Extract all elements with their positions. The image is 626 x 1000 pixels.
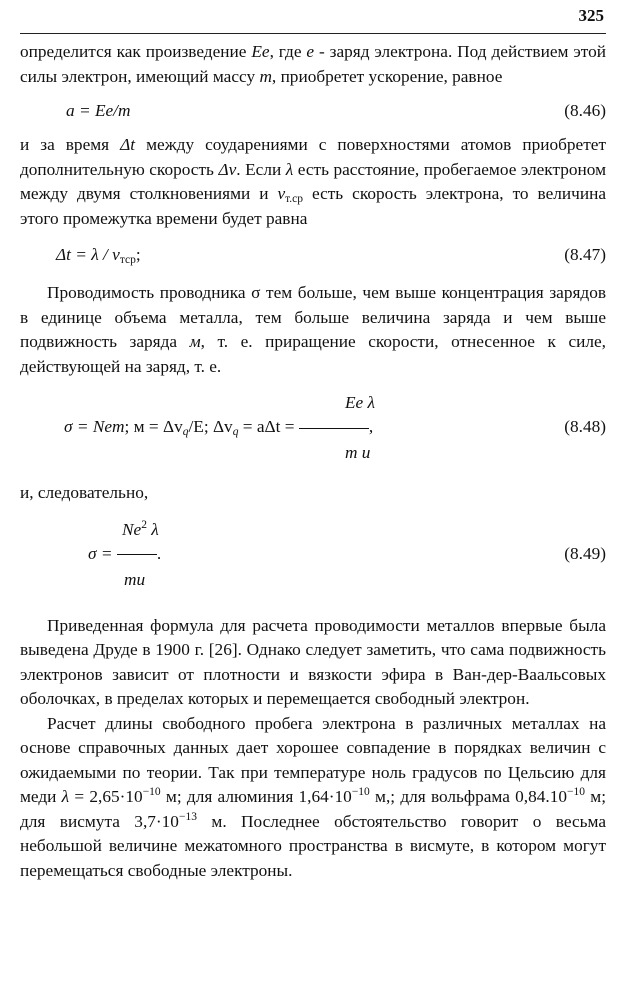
equation-8-47-number: (8.47)	[564, 245, 606, 264]
equation-8-49-number: (8.49)	[564, 543, 606, 563]
equation-8-46-number: (8.46)	[564, 101, 606, 120]
equation-8-46	[20, 99, 606, 123]
paragraph-6: Расчет длины свободного пробега электрона в различных металлах на основе справочных данных дает хорошее совпадение в порядках величин с ожидаемыми по теории. Так при температуре ноль градусов по Цельсию для меди $\lambda = 2,65\cdot 10^{-10}$ м; для алюминия $1,64\cdot 10^{-10}$ м,; для вольфрама $0,84.10^{-10}$ м; для висмута $3,7\cdot 10^{-13}$ м. Последнее обстоятельство говорит о весьма небольшой величине межатомного пространства в висмуте, в котором могут перемещаться свободные электроны.	[20, 713, 607, 880]
paragraph-4: и, следовательно,	[20, 483, 149, 502]
paragraph-2: и за время Δt между соударениями с поверхностями атомов приобретет дополнительную скорость Δv. Если λ есть расстояние, пробегаемое электроном между двумя столкновениями и $v_{т.ср}$ есть скорость электрона, то величина этого промежутка времени будет равна	[20, 135, 607, 228]
paragraph-5: Приведенная формула для расчета проводимости металлов впервые была выведена Друде в 1900 г. [26]. Однако следует заметить, что сама подвижность электронов зависит от плотности и вязкости эфира в Ван-дер-Ваальсовых оболочках, в пределах которых и перемещается свободный электрон.	[20, 615, 606, 708]
equation-8-49-denominator: mu	[124, 569, 146, 589]
equation-8-48-fraction-bar	[299, 428, 369, 429]
paragraph-3: Проводимость проводника σ тем больше, чем выше концентрация зарядов в единице объема металла, тем больше величина заряда и чем выше подвижность заряда м, т. е. приращение скорости, отнесенное к силе, действующей на заряд, т. е.	[20, 283, 606, 376]
equation-8-48-denominator: m u	[345, 443, 371, 462]
paragraph-1: определится как произведение Ee, где e - заряд электрона. Под действием этой силы электрон, имеющий массу m, приобретет ускорение, равное	[20, 42, 606, 86]
equation-8-47: $\Delta t = \lambda / v_{тср}$; (8.47)	[56, 245, 606, 266]
header-rule	[20, 33, 606, 34]
page-content	[20, 40, 606, 883]
equation-8-49-fraction-bar	[117, 554, 157, 555]
equation-8-48: Ee λ σ = Nem; $м = \Delta v_q/E$; $\Delta v_q = a\Delta t$ = , m u (8.48)	[64, 393, 606, 462]
equation-8-48-numerator: Ee λ	[345, 393, 376, 412]
equation-8-46-expr: a = Ee/m	[66, 101, 131, 120]
page-number: 325	[578, 6, 604, 25]
equation-8-49: Ne$^2$ λ σ = . mu (8.49)	[88, 518, 606, 589]
equation-8-48-number: (8.48)	[564, 417, 606, 436]
